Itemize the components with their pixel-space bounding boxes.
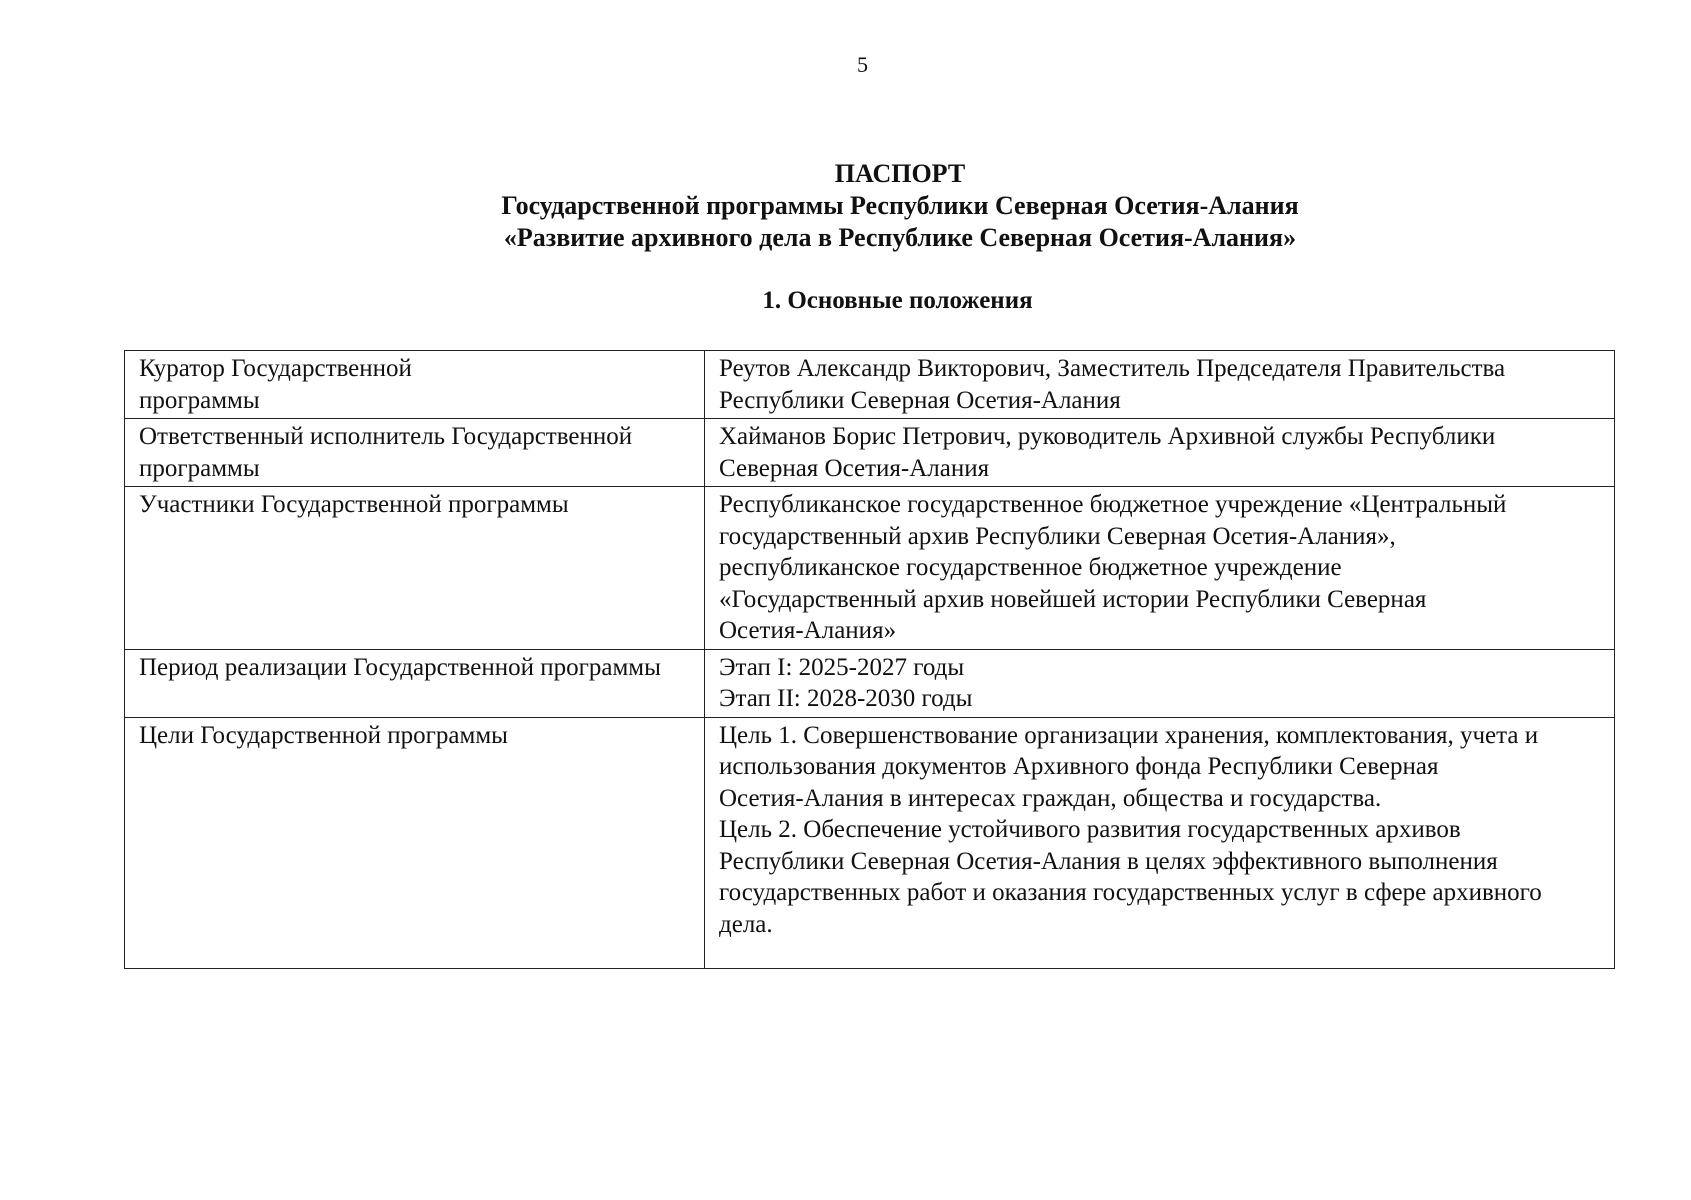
table-row-goals (125, 717, 1615, 968)
row-value: Хайманов Борис Петрович, руководитель Архивной службы Республики Северная Осетия-Алания (705, 419, 1615, 487)
table-row-period (125, 649, 1615, 717)
row-label: Период реализации Государственной программы (125, 649, 705, 717)
row-label: Куратор Государственной программы (125, 351, 705, 419)
title-passport: ПАСПОРТ (834, 159, 966, 188)
row-label: Цели Государственной программы (125, 717, 705, 968)
title-program-name: «Развитие архивного дела в Республике Северная Осетия-Алания» (503, 223, 1297, 252)
row-value: Этап I: 2025-2027 годы Этап II: 2028-2030 годы (705, 649, 1615, 717)
row-label: Ответственный исполнитель Государственной программы (125, 419, 705, 487)
document-title (0, 158, 1691, 254)
row-value: Цель 1. Совершенствование организации хранения, комплектования, учета и использования документов Архивного фонда Республики Северная Осетия-Алания в интересах граждан, общества и государства. Цель 2. Обеспечение устойчивого развития государственных архивов Республики Северная Осетия-Алания в целях эффективного выполнения государственных работ и оказания государственных услуг в сфере архивного дела. (705, 717, 1615, 968)
section-heading: 1. Основные положения (762, 287, 1033, 314)
table-row-curator (125, 351, 1615, 419)
table-row-participants (125, 487, 1615, 650)
title-program: Государственной программы Республики Северная Осетия-Алания (501, 191, 1299, 220)
page-number: 5 (857, 52, 868, 77)
passport-table (124, 350, 1615, 969)
row-value: Реутов Александр Викторович, Заместитель Председателя Правительства Республики Северная Осетия-Алания (705, 351, 1615, 419)
table-row-responsible (125, 419, 1615, 487)
row-value: Республиканское государственное бюджетное учреждение «Центральный государственный архив Республики Северная Осетия-Алания», республиканское государственное бюджетное учреждение «Государственный архив новейшей истории Республики Северная Осетия-Алания» (705, 487, 1615, 650)
row-label: Участники Государственной программы (125, 487, 705, 650)
